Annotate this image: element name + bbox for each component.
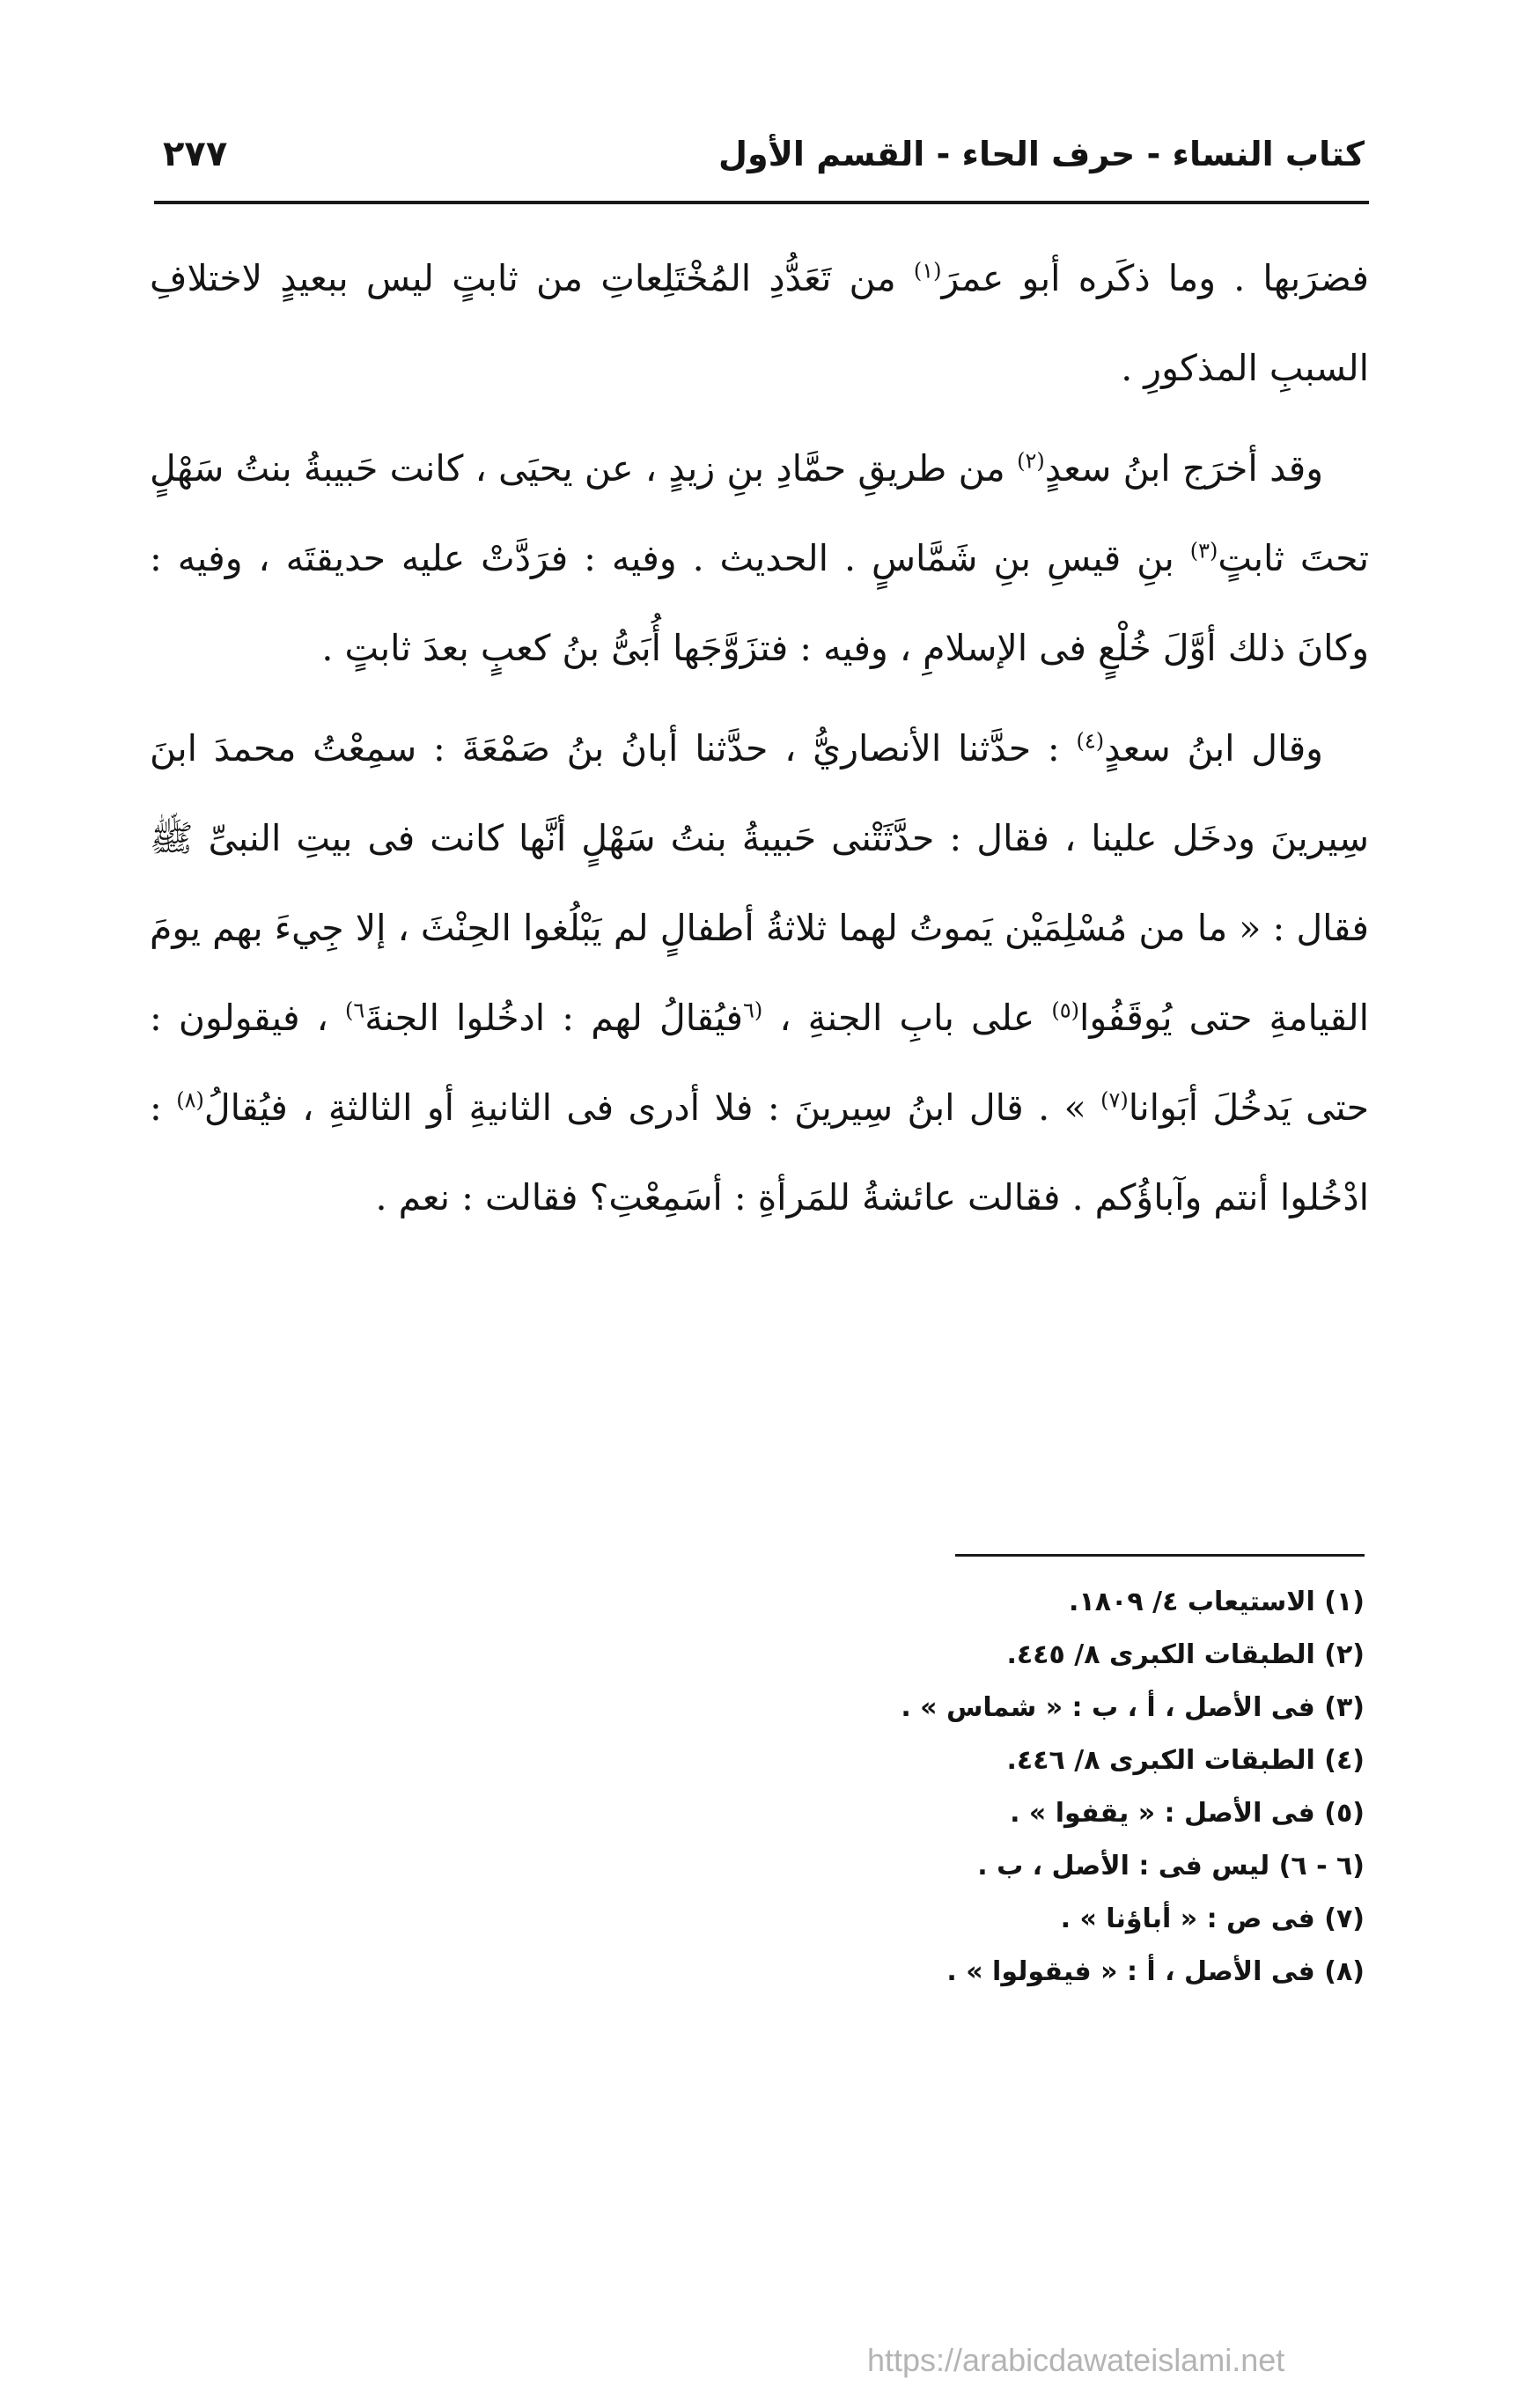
page-number: ٢٧٧ — [163, 134, 228, 174]
footnote-ref-4: (٤) — [1076, 728, 1105, 754]
footnote-4: (٤) الطبقات الكبرى ٨/ ٤٤٦. — [1006, 1745, 1365, 1776]
footnote-5: (٥) فى الأصل : « يقفوا » . — [1010, 1798, 1365, 1829]
footnote-ref-3: (٣) — [1189, 538, 1218, 563]
footnote-8: (٨) فى الأصل ، أ : « فيقولوا » . — [946, 1956, 1365, 1987]
footnote-ref-1: (١) — [913, 258, 942, 284]
footnote-separator — [955, 1554, 1365, 1557]
footnote-6: (٦ - ٦) ليس فى : الأصل ، ب . — [977, 1851, 1365, 1881]
paragraph-text: » . قال ابنُ سِيرينَ : فلا أدرى فى الثانيةِ أو الثالثةِ ، فيُقالُ — [203, 1086, 1101, 1129]
paragraph-text: من تَعَدُّدِ المُخْتَلِعاتِ من ثابتٍ ليس ببعيدٍ لاختلافِ السببِ المذكورِ . — [150, 257, 1369, 389]
page-header — [154, 123, 1365, 185]
footnote-1: (١) الاستيعاب ٤/ ١٨٠٩. — [1069, 1587, 1365, 1617]
header-rule — [154, 201, 1369, 204]
footnote-ref-6-open: (٦ — [742, 998, 763, 1023]
paragraph-2 — [150, 423, 1369, 693]
paragraph-text: : حدَّثنا الأنصاريُّ ، حدَّثنا أبانُ بنُ صَمْعَةَ : سمِعْتُ محمدَ ابنَ سِيرينَ ودخَل علينا ، فقال : حدَّثَتْنى حَبيبةُ بنتُ سَهْلٍ أنَّها كانت فى بيتِ النبىِّ ﷺ فقال : « ما من مُسْلِمَيْن يَموتُ لهما ثلاثةُ أطفالٍ لم يَبْلُغوا الحِنْثَ ، إلا جِيءَ بهم يومَ القيامةِ حتى يُوقَفُوا — [150, 727, 1369, 1039]
paragraph-text: من طريقِ حمَّادِ بنِ زيدٍ ، عن يحيَى ، كانت حَبيبةُ بنتُ سَهْلٍ تحتَ ثابتٍ — [150, 447, 1369, 579]
paragraph-text: على بابِ الجنةِ ، — [762, 997, 1052, 1039]
footnote-ref-8: (٨) — [176, 1087, 204, 1113]
paragraph-text: : ادْخُلوا أنتم وآباؤُكم . فقالت عائشةُ للمَرأةِ : أسَمِعْتِ؟ فقالت : نعم . — [150, 1086, 1369, 1219]
footnote-ref-2: (٢) — [1017, 448, 1045, 474]
footnotes-list — [528, 1576, 1365, 1999]
watermark-url: https://arabicdawateislami.net — [867, 2342, 1285, 2378]
paragraph-text: بنِ قيسِ بنِ شَمَّاسٍ . الحديث . وفيه : فرَدَّتْ عليه حديقتَه ، وفيه : وكانَ ذلك أوَّلَ خُلْعٍ فى الإسلامِ ، وفيه : فتزَوَّجَها أُبَىُّ بنُ كعبٍ بعدَ ثابتٍ . — [150, 537, 1369, 669]
footnote-7: (٧) فى ص : « أباؤنا » . — [1060, 1904, 1365, 1934]
paragraph-text: ، فيقولون : حتى يَدخُلَ أبَوانا — [150, 997, 1370, 1129]
paragraph-1 — [150, 233, 1369, 413]
footnote-2: (٢) الطبقات الكبرى ٨/ ٤٤٥. — [1006, 1639, 1365, 1670]
running-title: كتاب النساء - حرف الحاء - القسم الأول — [718, 135, 1365, 173]
main-text — [150, 233, 1369, 1253]
footnote-ref-5: (٥) — [1051, 998, 1079, 1023]
footnote-3: (٣) فى الأصل ، أ ، ب : « شماس » . — [901, 1692, 1365, 1723]
paragraph-3 — [150, 703, 1369, 1242]
paragraph-text: فيُقالُ لهم : ادخُلوا الجنةَ — [364, 997, 743, 1039]
paragraph-text: وقال ابنُ سعدٍ — [1104, 727, 1323, 770]
paragraph-text: وقد أخرَج ابنُ سعدٍ — [1044, 447, 1323, 490]
footnote-ref-7: (٧) — [1100, 1087, 1129, 1113]
paragraph-text: فضرَبها . وما ذكَره أبو عمرَ — [941, 257, 1369, 299]
footnote-ref-6-close: ٦) — [345, 998, 365, 1023]
